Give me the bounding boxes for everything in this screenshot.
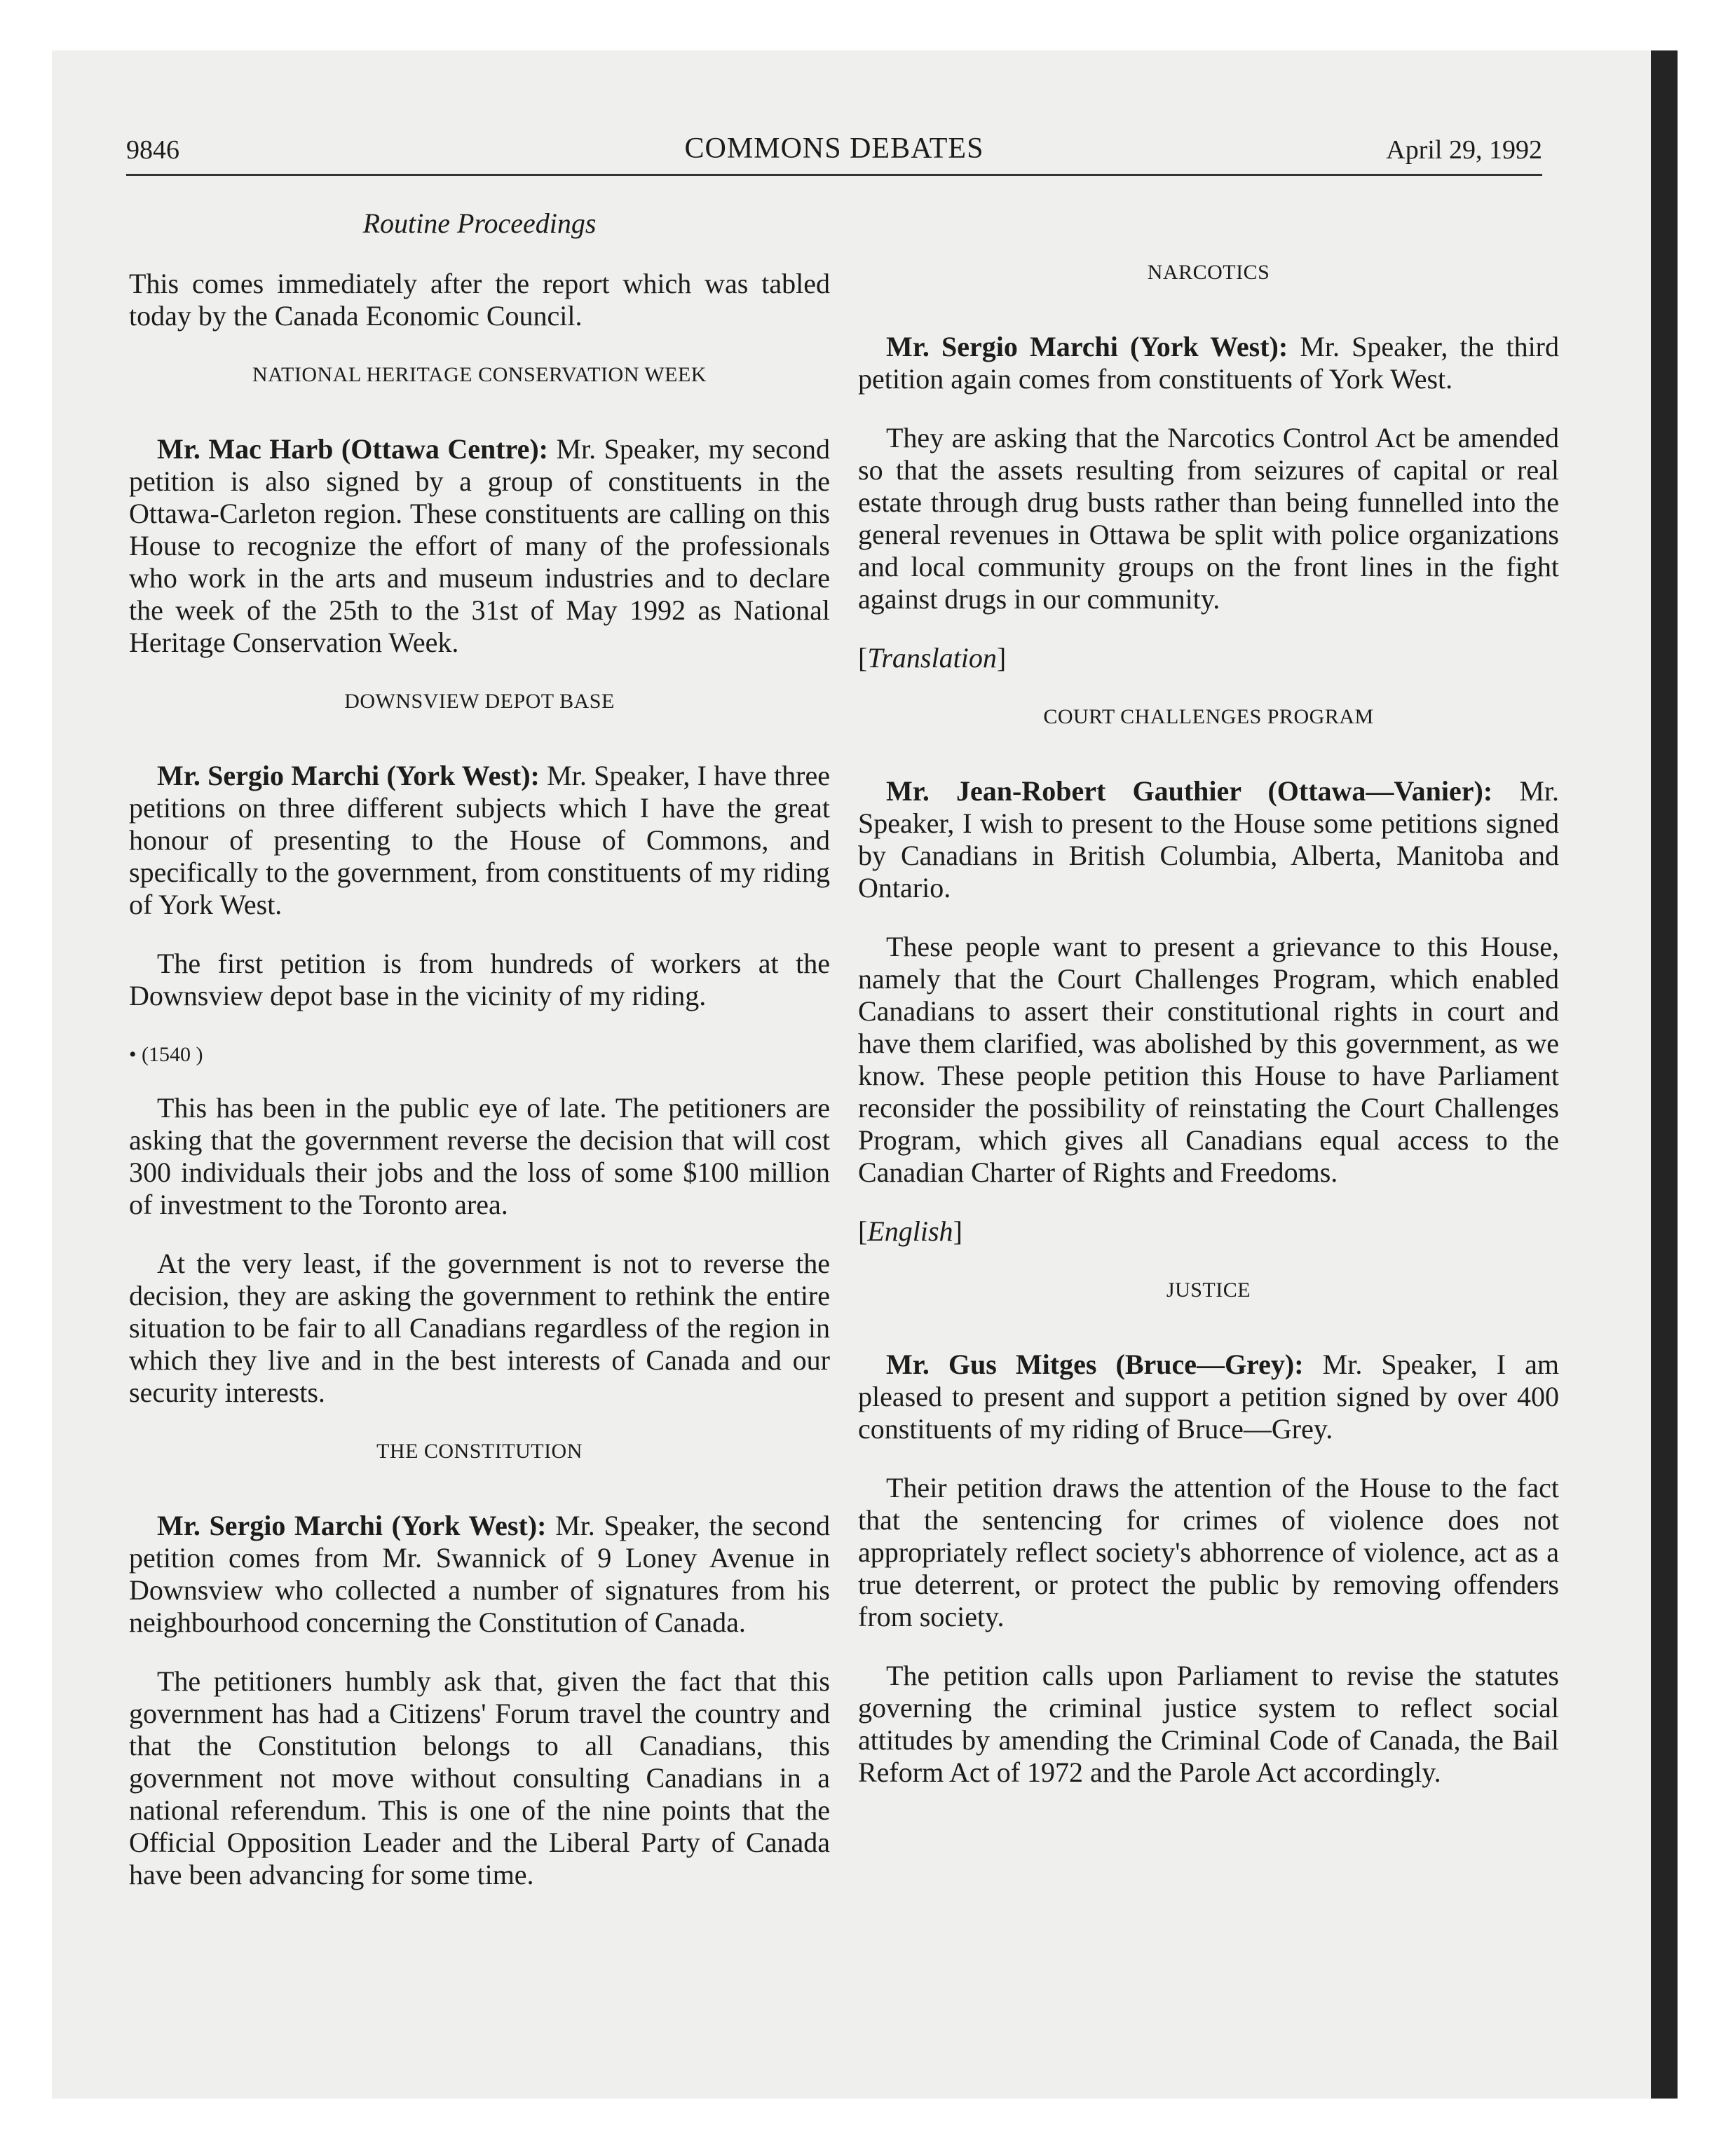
heading-constitution: THE CONSTITUTION — [376, 1440, 583, 1463]
speaker-name: Mr. Sergio Marchi (York West): — [157, 1510, 547, 1541]
paragraph: Mr. Sergio Marchi (York West): Mr. Speaker, the second petition comes from Mr. Swannick of 9 Loney Avenue in Downsview who collected a number of signatures from his neighbourhood concerning the Constitution of Canada. — [129, 1510, 830, 1638]
speaker-name: Mr. Sergio Marchi (York West): — [886, 331, 1288, 362]
heading-heritage: NATIONAL HERITAGE CONSERVATION WEEK — [252, 363, 707, 386]
left-column — [129, 203, 830, 1918]
paragraph: Mr. Jean-Robert Gauthier (Ottawa—Vanier): Mr. Speaker, I wish to present to the House some petitions signed by Canadians in British Columbia, Alberta, Manitoba and Ontario. — [858, 775, 1559, 903]
publication-date: April 29, 1992 — [1386, 135, 1542, 165]
binding-shadow — [1651, 50, 1678, 2099]
heading-narcotics: NARCOTICS — [1147, 261, 1270, 284]
paragraph: At the very least, if the government is not to reverse the decision, they are asking the government to rethink the entire situation to be fair to all Canadians regardless of the region in which they live and in the best interests of Canada and our security interests. — [129, 1248, 830, 1408]
speaker-name: Mr. Sergio Marchi (York West): — [157, 760, 540, 791]
speaker-name: Mr. Gus Mitges (Bruce—Grey): — [886, 1349, 1304, 1380]
paragraph: The first petition is from hundreds of workers at the Downsview depot base in the vicinity of my riding. — [129, 948, 830, 1011]
time-marker: • (1540 ) — [129, 1043, 203, 1066]
paragraph: Mr. Gus Mitges (Bruce—Grey): Mr. Speaker, I am pleased to present and support a petition signed by over 400 constituents of my riding of Bruce—Grey. — [858, 1349, 1560, 1445]
paragraph: Their petition draws the attention of the House to the fact that the sentencing for crimes of violence does not appropriately reflect society's abhorrence of violence, act as a true deterrent, or protect the public by removing offenders from society. — [858, 1472, 1559, 1632]
running-header — [126, 132, 1542, 176]
paragraph: They are asking that the Narcotics Control Act be amended so that the assets resulting from seizures of capital or real estate through drug busts rather than being funnelled into the general revenues in Ottawa be split with police organizations and local community groups on the front lines in the fight against drugs in our community. — [858, 422, 1559, 615]
heading-justice: JUSTICE — [1166, 1278, 1251, 1302]
speaker-name: Mr. Mac Harb (Ottawa Centre): — [157, 433, 548, 465]
heading-court-challenges: COURT CHALLENGES PROGRAM — [1043, 705, 1374, 728]
right-column — [858, 203, 1559, 1815]
section-title: Routine Proceedings — [362, 207, 597, 239]
paragraph: The petitioners humbly ask that, given the fact that this government has had a Citizens' Forum travel the country and that the Constitution belongs to all Canadians, this government not move without consulting Canadians in a national referendum. This is one of the nine points that the Official Opposition Leader and the Liberal Party of Canada have been advancing for some time. — [129, 1665, 830, 1890]
paragraph: Mr. Mac Harb (Ottawa Centre): Mr. Speaker, my second petition is also signed by a group of constituents in the Ottawa-Carleton region. These constituents are calling on this House to recognize the effort of many of the professionals who work in the arts and museum industries and to declare the week of the 25th to the 31st of May 1992 as National Heritage Conservation Week. — [129, 433, 831, 658]
speaker-name: Mr. Jean-Robert Gauthier (Ottawa—Vanier): — [886, 775, 1493, 807]
intro-paragraph: This comes immediately after the report which was tabled today by the Canada Economic Council. — [129, 268, 830, 332]
publication-title: COMMONS DEBATES — [684, 132, 984, 165]
paragraph: Mr. Sergio Marchi (York West): Mr. Speaker, I have three petitions on three different subjects which I have the great honour of presenting to the House of Commons, and specifically to the government, from constituents of my riding of York West. — [129, 760, 830, 920]
paragraph: This has been in the public eye of late. The petitioners are asking that the government reverse the decision that will cost 300 individuals their jobs and the loss of some $100 million of investment to the Toronto area. — [129, 1092, 830, 1220]
paragraph: These people want to present a grievance to this House, namely that the Court Challenges Program, which enabled Canadians to assert their constitutional rights in court and have them clarified, was abolished by this government, as we know. These people petition this House to have Parliament reconsider the possibility of reinstating the Court Challenges Program, which gives all Canadians equal access to the Canadian Charter of Rights and Freedoms. — [858, 931, 1559, 1188]
page-number: 9846 — [126, 135, 179, 165]
paragraph: Mr. Sergio Marchi (York West): Mr. Speaker, the third petition again comes from constituents of York West. — [858, 331, 1559, 395]
language-tag-translation: [Translation] — [858, 642, 1007, 674]
heading-downsview: DOWNSVIEW DEPOT BASE — [344, 690, 615, 713]
paragraph: The petition calls upon Parliament to revise the statutes governing the criminal justice system to reflect social attitudes by amending the Criminal Code of Canada, the Bail Reform Act of 1972 and the Parole Act accordingly. — [858, 1660, 1559, 1788]
language-tag-english: [English] — [858, 1215, 962, 1247]
